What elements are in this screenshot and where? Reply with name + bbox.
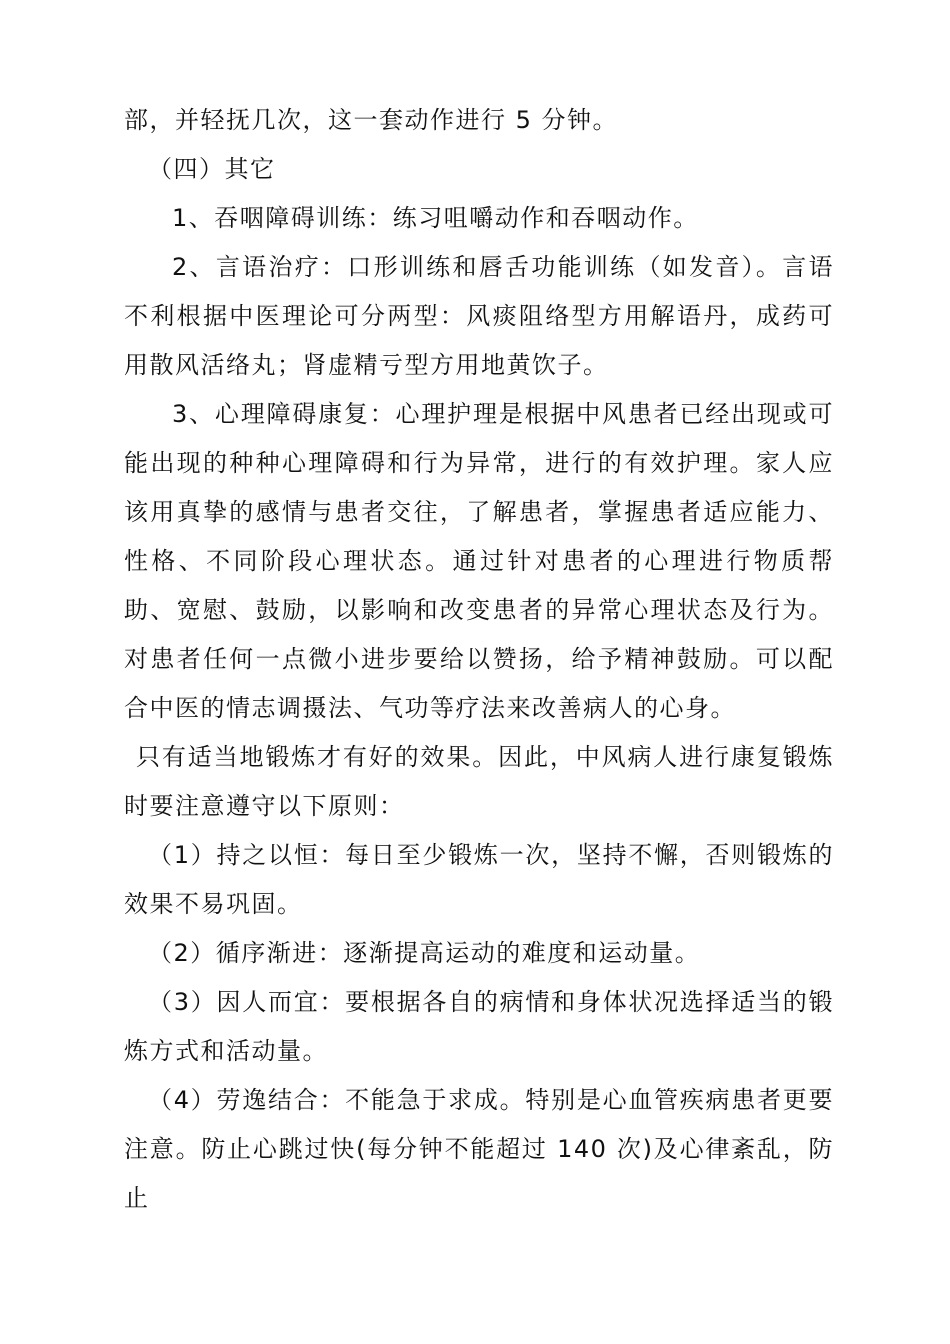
paragraph-continuation: 部，并轻抚几次，这一套动作进行 5 分钟。 (124, 106, 619, 134)
document-body (124, 96, 834, 1223)
paragraph-swallow-training: 1、吞咽障碍训练：练习咀嚼动作和吞咽动作。 (172, 204, 699, 232)
section-heading-other: （四）其它 (148, 155, 276, 183)
paragraph-psych-rehab: 3、心理障碍康复：心理护理是根据中风患者已经出现或可能出现的种种心理障碍和行为异常，进行的有效护理。家人应该用真挚的感情与患者交往，了解患者，掌握患者适应能力、性格、不同阶段心理状态。通过针对患者的心理进行物质帮助、宽慰、鼓励，以影响和改变患者的异常心理状态及行为。对患者任何一点微小进步要给以赞扬，给予精神鼓励。可以配合中医的情志调摄法、气功等疗法来改善病人的心身。 (124, 400, 834, 722)
paragraph-principle-3: （3）因人而宜：要根据各自的病情和身体状况选择适当的锻炼方式和活动量。 (124, 988, 834, 1065)
paragraph-principle-4: （4）劳逸结合：不能急于求成。特别是心血管疾病患者更要注意。防止心跳过快(每分钟不能超过 140 次)及心律紊乱，防止 (124, 1086, 834, 1212)
paragraph-speech-therapy: 2、言语治疗：口形训练和唇舌功能训练（如发音）。言语不利根据中医理论可分两型：风痰阻络型方用解语丹，成药可用散风活络丸；肾虚精亏型方用地黄饮子。 (124, 253, 834, 379)
paragraph-principle-1: （1）持之以恒：每日至少锻炼一次，坚持不懈，否则锻炼的效果不易巩固。 (124, 841, 834, 918)
paragraph-principles-intro: 只有适当地锻炼才有好的效果。因此，中风病人进行康复锻炼时要注意遵守以下原则： (124, 743, 834, 820)
paragraph-principle-2: （2）循序渐进：逐渐提高运动的难度和运动量。 (148, 939, 701, 967)
